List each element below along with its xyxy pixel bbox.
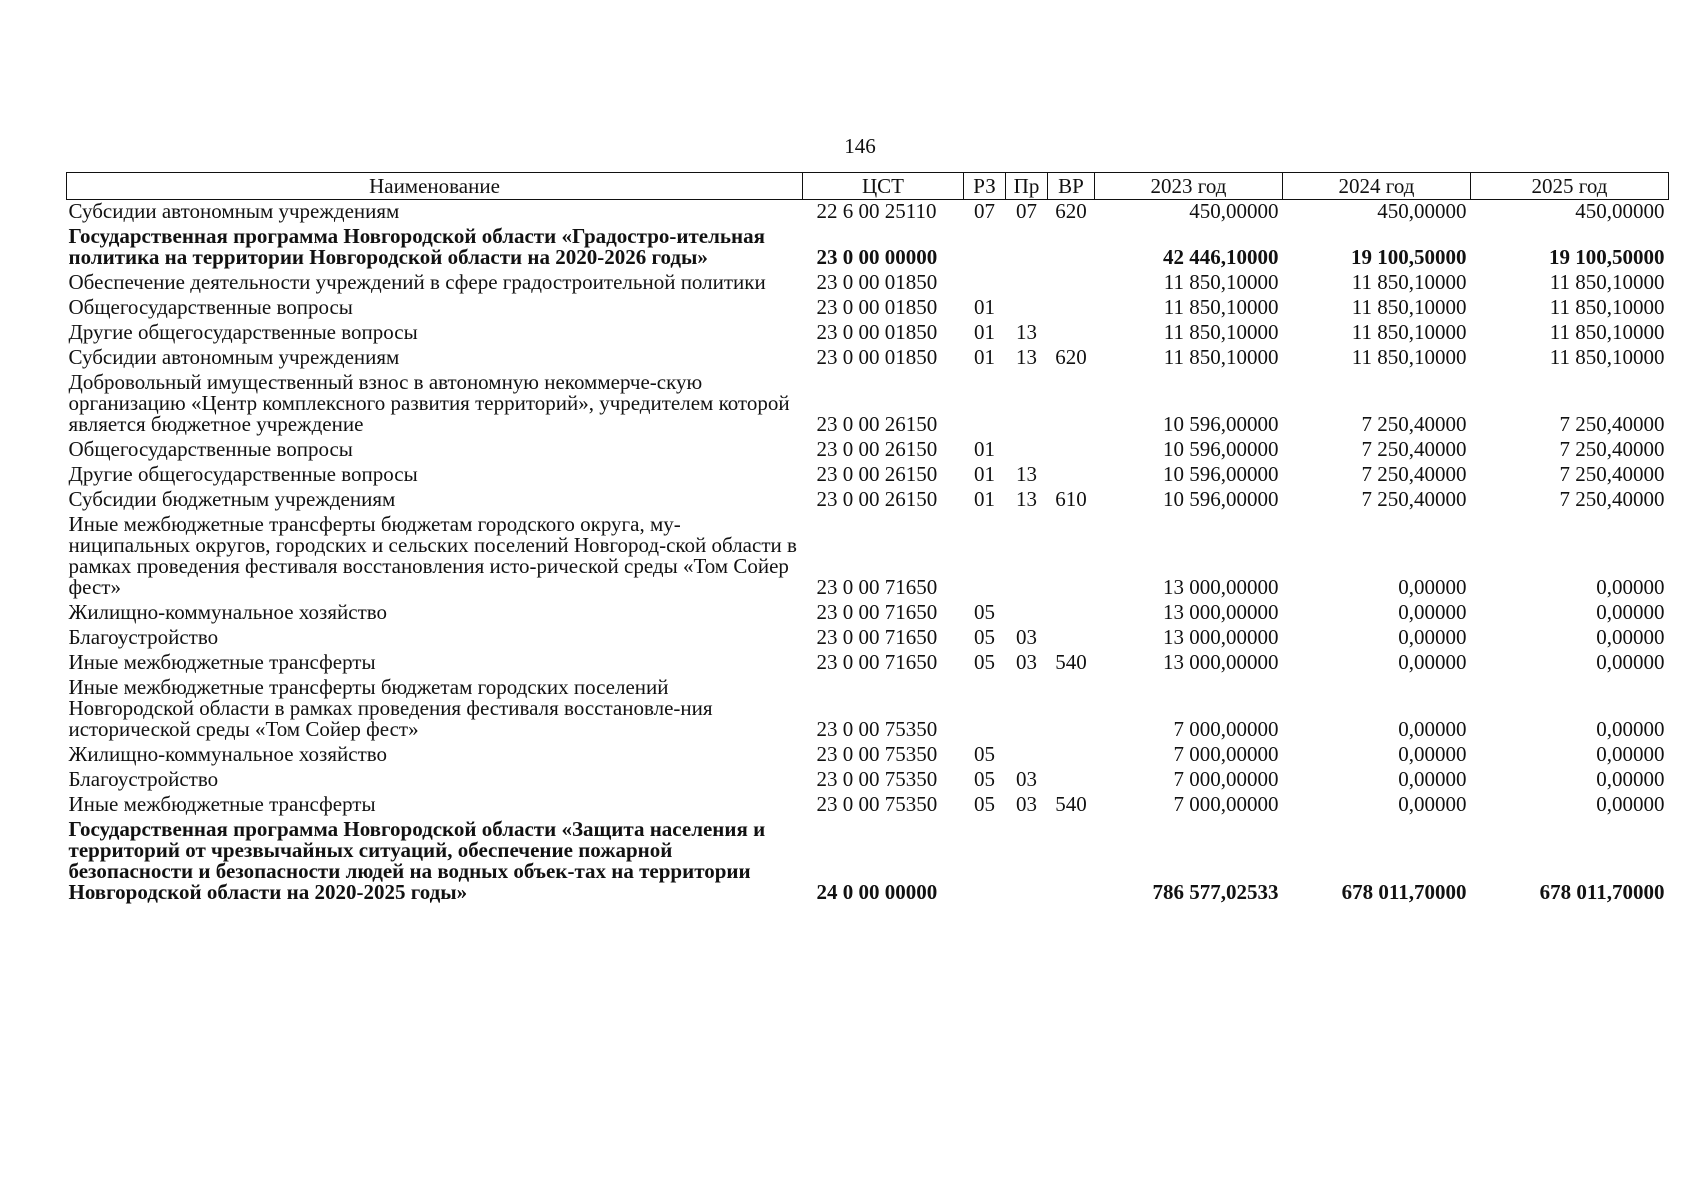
table-row <box>67 601 1669 626</box>
table-row <box>67 626 1669 651</box>
row-2025-value: 0,00000 <box>1596 767 1665 791</box>
row-2025-value: 7 250,40000 <box>1559 412 1665 436</box>
row-cst: 23 0 00 75350 <box>816 792 938 816</box>
row-name: Иные межбюджетные трансферты <box>68 650 376 674</box>
header-name: Наименование <box>67 173 803 200</box>
row-vr: 620 <box>1055 199 1087 223</box>
row-2023-value: 13 000,00000 <box>1163 625 1279 649</box>
row-2023-value: 13 000,00000 <box>1163 600 1279 624</box>
header-pr: Пр <box>1006 173 1048 200</box>
row-2023-value: 10 596,00000 <box>1163 487 1279 511</box>
row-2025-value: 7 250,40000 <box>1559 487 1665 511</box>
row-rz: 01 <box>974 487 995 511</box>
row-rz: 05 <box>974 650 995 674</box>
row-rz: 05 <box>974 625 995 649</box>
row-cst: 23 0 00 01850 <box>816 345 938 369</box>
row-2024-value: 0,00000 <box>1398 575 1467 599</box>
row-2024-value: 7 250,40000 <box>1361 437 1467 461</box>
table-body <box>67 200 1669 907</box>
row-pr: 13 <box>1016 345 1037 369</box>
row-2023-value: 7 000,00000 <box>1173 717 1279 741</box>
row-2023-value: 13 000,00000 <box>1163 650 1279 674</box>
row-2025-value: 11 850,10000 <box>1549 295 1665 319</box>
budget-table <box>66 172 1669 906</box>
row-vr <box>1048 626 1095 651</box>
row-2024-value: 11 850,10000 <box>1351 345 1467 369</box>
row-cst: 23 0 00 26150 <box>816 462 938 486</box>
row-rz <box>964 271 1006 296</box>
row-2024-value: 11 850,10000 <box>1351 295 1467 319</box>
row-cst: 23 0 00 26150 <box>816 487 938 511</box>
row-vr <box>1048 438 1095 463</box>
row-name: Жилищно-коммунальное хозяйство <box>68 742 388 766</box>
row-pr: 03 <box>1016 625 1037 649</box>
row-2025-value: 7 250,40000 <box>1559 462 1665 486</box>
row-vr <box>1048 676 1095 743</box>
row-2025-value: 7 250,40000 <box>1559 437 1665 461</box>
row-2023-value: 11 850,10000 <box>1163 320 1279 344</box>
row-cst: 23 0 00 00000 <box>816 245 938 269</box>
row-cst: 23 0 00 71650 <box>816 600 938 624</box>
row-2024-value: 450,00000 <box>1377 199 1467 223</box>
row-2025-value: 678 011,70000 <box>1539 880 1665 904</box>
row-name: Обеспечение деятельности учреждений в сфере градостроительной политики <box>68 270 766 294</box>
row-2025-value: 450,00000 <box>1575 199 1665 223</box>
row-vr <box>1048 371 1095 438</box>
row-2024-value: 0,00000 <box>1398 767 1467 791</box>
table-row <box>67 676 1669 743</box>
row-cst: 23 0 00 71650 <box>816 575 938 599</box>
row-vr <box>1048 513 1095 601</box>
row-pr <box>1006 225 1048 271</box>
row-2024-value: 0,00000 <box>1398 742 1467 766</box>
row-2023-value: 10 596,00000 <box>1163 437 1279 461</box>
row-vr: 540 <box>1055 792 1087 816</box>
table-row <box>67 793 1669 818</box>
row-name: Иные межбюджетные трансферты <box>68 792 376 816</box>
row-pr <box>1006 371 1048 438</box>
row-name: Благоустройство <box>68 625 219 649</box>
row-rz: 01 <box>974 320 995 344</box>
row-2023-value: 42 446,10000 <box>1163 245 1279 269</box>
table-row <box>67 200 1669 226</box>
row-pr: 13 <box>1016 320 1037 344</box>
row-vr <box>1048 271 1095 296</box>
row-2023-value: 7 000,00000 <box>1173 767 1279 791</box>
row-name: Общегосударственные вопросы <box>68 437 353 461</box>
row-vr: 620 <box>1055 345 1087 369</box>
row-2023-value: 450,00000 <box>1189 199 1279 223</box>
row-2023-value: 10 596,00000 <box>1163 462 1279 486</box>
row-cst: 22 6 00 25110 <box>816 199 937 223</box>
row-pr: 03 <box>1016 650 1037 674</box>
row-name: Субсидии бюджетным учреждениям <box>68 487 396 511</box>
row-2023-value: 11 850,10000 <box>1163 295 1279 319</box>
row-2025-value: 11 850,10000 <box>1549 345 1665 369</box>
table-row <box>67 438 1669 463</box>
row-name: Субсидии автономным учреждениям <box>68 345 400 369</box>
row-vr <box>1048 601 1095 626</box>
row-2025-value: 19 100,50000 <box>1549 245 1665 269</box>
row-rz: 07 <box>974 199 995 223</box>
row-2024-value: 7 250,40000 <box>1361 462 1467 486</box>
row-cst: 23 0 00 75350 <box>816 767 938 791</box>
row-2024-value: 7 250,40000 <box>1361 487 1467 511</box>
table-row <box>67 488 1669 513</box>
row-cst: 23 0 00 01850 <box>816 320 938 344</box>
row-name: Добровольный имущественный взнос в автономную некоммерче-скую организацию «Центр комплексного развития территорий», учредителем которой является бюджетное учреждение <box>68 370 790 436</box>
row-vr <box>1048 743 1095 768</box>
row-2023-value: 7 000,00000 <box>1173 792 1279 816</box>
page-number: 146 <box>844 134 876 158</box>
table-row <box>67 743 1669 768</box>
row-pr: 03 <box>1016 792 1037 816</box>
table-row <box>67 271 1669 296</box>
row-2023-value: 786 577,02533 <box>1152 880 1279 904</box>
row-pr: 07 <box>1016 199 1037 223</box>
row-2025-value: 0,00000 <box>1596 575 1665 599</box>
row-cst: 23 0 00 26150 <box>816 412 938 436</box>
table-row <box>67 513 1669 601</box>
row-vr <box>1048 225 1095 271</box>
row-2025-value: 0,00000 <box>1596 717 1665 741</box>
row-pr <box>1006 296 1048 321</box>
row-pr <box>1006 676 1048 743</box>
row-2024-value: 0,00000 <box>1398 625 1467 649</box>
row-vr: 540 <box>1055 650 1087 674</box>
row-rz: 05 <box>974 767 995 791</box>
row-cst: 23 0 00 01850 <box>816 270 938 294</box>
row-2025-value: 11 850,10000 <box>1549 320 1665 344</box>
row-pr <box>1006 438 1048 463</box>
row-2023-value: 11 850,10000 <box>1163 345 1279 369</box>
row-rz: 01 <box>974 437 995 461</box>
row-cst: 24 0 00 00000 <box>816 880 938 904</box>
row-cst: 23 0 00 01850 <box>816 295 938 319</box>
row-name: Другие общегосударственные вопросы <box>68 462 418 486</box>
row-2024-value: 11 850,10000 <box>1351 320 1467 344</box>
row-vr: 610 <box>1055 487 1087 511</box>
row-rz: 01 <box>974 295 995 319</box>
row-pr <box>1006 271 1048 296</box>
row-rz: 05 <box>974 742 995 766</box>
row-2024-value: 0,00000 <box>1398 650 1467 674</box>
row-cst: 23 0 00 75350 <box>816 742 938 766</box>
row-2025-value: 0,00000 <box>1596 650 1665 674</box>
header-rz: РЗ <box>964 173 1006 200</box>
table-row <box>67 346 1669 371</box>
row-pr: 13 <box>1016 487 1037 511</box>
row-vr <box>1048 296 1095 321</box>
row-vr <box>1048 818 1095 906</box>
row-name: Жилищно-коммунальное хозяйство <box>68 600 388 624</box>
table-row <box>67 651 1669 676</box>
row-2023-value: 10 596,00000 <box>1163 412 1279 436</box>
row-2025-value: 0,00000 <box>1596 625 1665 649</box>
row-2025-value: 0,00000 <box>1596 742 1665 766</box>
row-rz <box>964 371 1006 438</box>
row-pr <box>1006 601 1048 626</box>
table-row <box>67 321 1669 346</box>
table-row <box>67 768 1669 793</box>
row-rz: 05 <box>974 600 995 624</box>
table-row <box>67 296 1669 321</box>
row-cst: 23 0 00 71650 <box>816 625 938 649</box>
row-2025-value: 0,00000 <box>1596 792 1665 816</box>
header-2024: 2024 год <box>1283 173 1471 200</box>
table-row <box>67 225 1669 271</box>
row-vr <box>1048 321 1095 346</box>
row-pr: 13 <box>1016 462 1037 486</box>
row-2024-value: 0,00000 <box>1398 717 1467 741</box>
row-name: Иные межбюджетные трансферты бюджетам городских поселений Новгородской области в рамках проведения фестиваля восстановле-ния исторической среды «Том Сойер фест» <box>68 675 713 741</box>
row-pr: 03 <box>1016 767 1037 791</box>
row-name: Общегосударственные вопросы <box>68 295 353 319</box>
table-row <box>67 818 1669 906</box>
row-cst: 23 0 00 26150 <box>816 437 938 461</box>
row-name: Государственная программа Новгородской области «Защита населения и территорий от чрезвычайных ситуаций, обеспечение пожарной безопасности и безопасности людей на водных объек-тах на территории Новгородской области на 2020-2025 годы» <box>68 817 766 904</box>
row-name: Благоустройство <box>68 767 219 791</box>
row-2025-value: 0,00000 <box>1596 600 1665 624</box>
row-2024-value: 0,00000 <box>1398 792 1467 816</box>
table-header <box>67 173 1669 200</box>
row-rz: 01 <box>974 345 995 369</box>
row-2023-value: 11 850,10000 <box>1163 270 1279 294</box>
row-2024-value: 19 100,50000 <box>1351 245 1467 269</box>
table-row <box>67 371 1669 438</box>
row-pr <box>1006 513 1048 601</box>
row-2024-value: 11 850,10000 <box>1351 270 1467 294</box>
row-2025-value: 11 850,10000 <box>1549 270 1665 294</box>
row-name: Субсидии автономным учреждениям <box>68 199 400 223</box>
row-name: Другие общегосударственные вопросы <box>68 320 418 344</box>
row-rz: 01 <box>974 462 995 486</box>
row-cst: 23 0 00 71650 <box>816 650 938 674</box>
row-2023-value: 7 000,00000 <box>1173 742 1279 766</box>
row-pr <box>1006 818 1048 906</box>
row-2024-value: 0,00000 <box>1398 600 1467 624</box>
row-cst: 23 0 00 75350 <box>816 717 938 741</box>
header-2025: 2025 год <box>1471 173 1669 200</box>
header-cst: ЦСТ <box>803 173 964 200</box>
row-name: Иные межбюджетные трансферты бюджетам городского округа, му-ниципальных округов, городских и сельских поселений Новгород-ской области в рамках проведения фестиваля восстановления исто-рической среды «Том Сойер фест» <box>68 512 797 599</box>
row-vr <box>1048 463 1095 488</box>
row-pr <box>1006 743 1048 768</box>
row-rz <box>964 676 1006 743</box>
header-vr: ВР <box>1048 173 1095 200</box>
row-vr <box>1048 768 1095 793</box>
row-name: Государственная программа Новгородской области «Градостро-ительная политика на территории Новгородской области на 2020-2026 годы» <box>68 224 765 269</box>
row-2024-value: 7 250,40000 <box>1361 412 1467 436</box>
row-rz <box>964 225 1006 271</box>
row-rz <box>964 513 1006 601</box>
row-rz: 05 <box>974 792 995 816</box>
row-2024-value: 678 011,70000 <box>1341 880 1467 904</box>
table-row <box>67 463 1669 488</box>
row-2023-value: 13 000,00000 <box>1163 575 1279 599</box>
header-2023: 2023 год <box>1095 173 1283 200</box>
row-rz <box>964 818 1006 906</box>
